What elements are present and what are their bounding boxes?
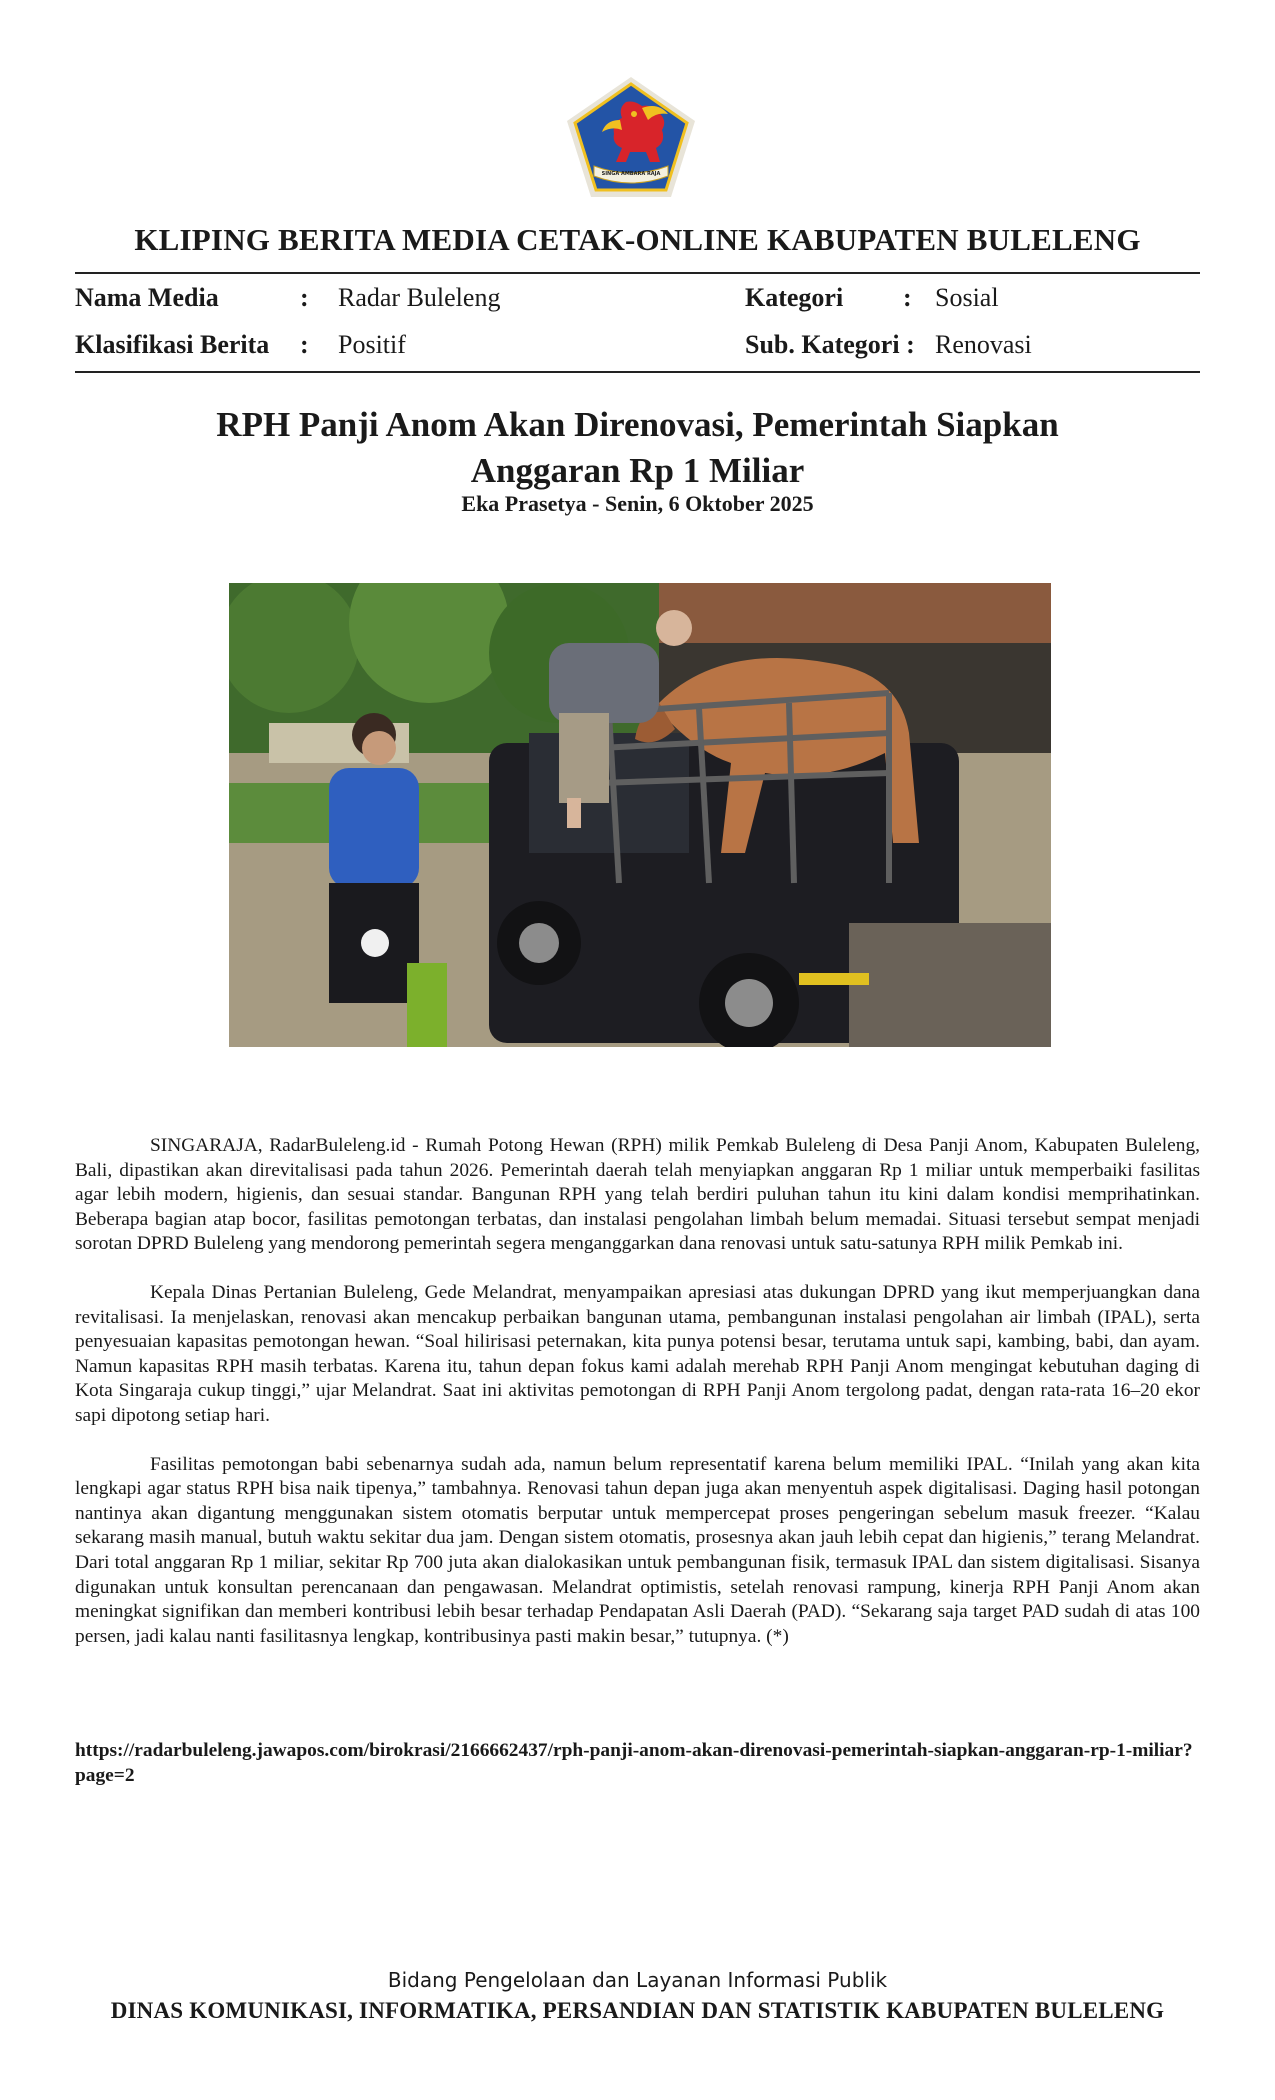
header-divider-top: [75, 272, 1200, 274]
nama-media-value: Radar Buleleng: [338, 283, 501, 312]
footer-agency: DINAS KOMUNIKASI, INFORMATIKA, PERSANDIAN DAN STATISTIK KABUPATEN BULELENG: [110, 1998, 1165, 2023]
clipping-header-title: KLIPING BERITA MEDIA CETAK-ONLINE KABUPATEN BULELENG: [134, 222, 1141, 257]
kategori-value: Sosial: [935, 283, 999, 312]
header-divider-bottom: [75, 371, 1200, 373]
sub-kategori-label: Sub. Kategori :: [745, 330, 915, 359]
footer-division: Bidang Pengelolaan dan Layanan Informasi Publik: [387, 1968, 888, 1992]
buleleng-emblem-logo: [564, 74, 698, 200]
klasifikasi-colon: :: [300, 330, 309, 359]
logo-motto-text: SINGA AMBARA RAJA: [601, 171, 661, 177]
klasifikasi-value: Positif: [338, 330, 406, 359]
article-title: RPH Panji Anom Akan Direnovasi, Pemerintah Siapkan Anggaran Rp 1 Miliar: [216, 405, 1059, 490]
klasifikasi-label: Klasifikasi Berita: [75, 330, 270, 359]
nama-media-label: Nama Media: [75, 283, 219, 312]
article-photo: [229, 583, 1051, 1047]
kategori-colon: :: [903, 283, 912, 312]
source-url-link[interactable]: https://radarbuleleng.jawapos.com/birokrasi/2166662437/rph-panji-anom-akan-direnovasi-pemerintah-siapkan-anggaran-rp-1-miliar?page=2: [75, 1740, 1193, 1786]
article-byline: Eka Prasetya - Senin, 6 Oktober 2025: [461, 491, 814, 516]
article-paragraph: SINGARAJA, RadarBuleleng.id - Rumah Potong Hewan (RPH) milik Pemkab Buleleng di Desa Panji Anom, Kabupaten Buleleng, Bali, dipastikan akan direvitalisasi pada tahun 2026. Pemerintah daerah telah menyiapkan anggaran Rp 1 miliar untuk memperbaiki fasilitas agar lebih modern, higienis, dan sesuai standar. Bangunan RPH yang telah berdiri puluhan tahun itu kini dalam kondisi memprihatinkan. Beberapa bagian atap bocor, fasilitas pemotongan terbatas, dan instalasi pengolahan limbah belum memadai. Situasi tersebut sempat menjadi sorotan DPRD Buleleng yang mendorong pemerintah segera menganggarkan dana renovasi untuk satu-satunya RPH milik Pemkab ini.: [75, 1135, 1200, 1255]
article-paragraph: Fasilitas pemotongan babi sebenarnya sudah ada, namun belum representatif karena belum memiliki IPAL. “Inilah yang akan kita lengkapi agar status RPH bisa naik tipenya,” tambahnya. Renovasi tahun depan juga akan menyentuh aspek digitalisasi. Daging hasil potongan nantinya akan digantung menggunakan sistem otomatis berputar untuk mempercepat proses pengeringan sebelum masuk freezer. “Kalau sekarang masih manual, butuh waktu sekitar dua jam. Dengan sistem otomatis, prosesnya akan jauh lebih cepat dan higienis,” terang Melandrat. Dari total anggaran Rp 1 miliar, sekitar Rp 700 juta akan dialokasikan untuk pembangunan fisik, termasuk IPAL dan sistem digitalisasi. Sisanya digunakan untuk konsultan perencanaan dan pengawasan. Melandrat optimistis, setelah renovasi rampung, kinerja RPH Panji Anom akan meningkat signifikan dan memberi kontribusi lebih besar terhadap Pendapatan Asli Daerah (PAD). “Sekarang saja target PAD sudah di atas 100 persen, jadi kalau nanti fasilitasnya lengkap, kontribusinya pasti makin besar,” tutupnya. (*): [75, 1453, 1200, 1647]
article-paragraph: Kepala Dinas Pertanian Buleleng, Gede Melandrat, menyampaikan apresiasi atas dukungan DPRD yang ikut memperjuangkan dana revitalisasi. Ia menjelaskan, renovasi akan mencakup perbaikan bangunan utama, pembangunan instalasi pengolahan air limbah (IPAL), serta penyesuaian kapasitas pemotongan hewan. “Soal hilirisasi peternakan, kita punya potensi besar, terutama untuk sapi, kambing, babi, dan ayam. Namun kapasitas RPH masih terbatas. Karena itu, tahun depan fokus kami adalah merehab RPH Panji Anom mengingat kebutuhan daging di Kota Singaraja cukup tinggi,” ujar Melandrat. Saat ini aktivitas pemotongan di RPH Panji Anom tergolong padat, dengan rata-rata 16–20 ekor sapi dipotong setiap hari.: [75, 1281, 1200, 1426]
article-body: [75, 1134, 1200, 1673]
nama-media-colon: :: [300, 283, 309, 312]
kategori-label: Kategori: [745, 283, 844, 312]
sub-kategori-value: Renovasi: [935, 330, 1032, 359]
